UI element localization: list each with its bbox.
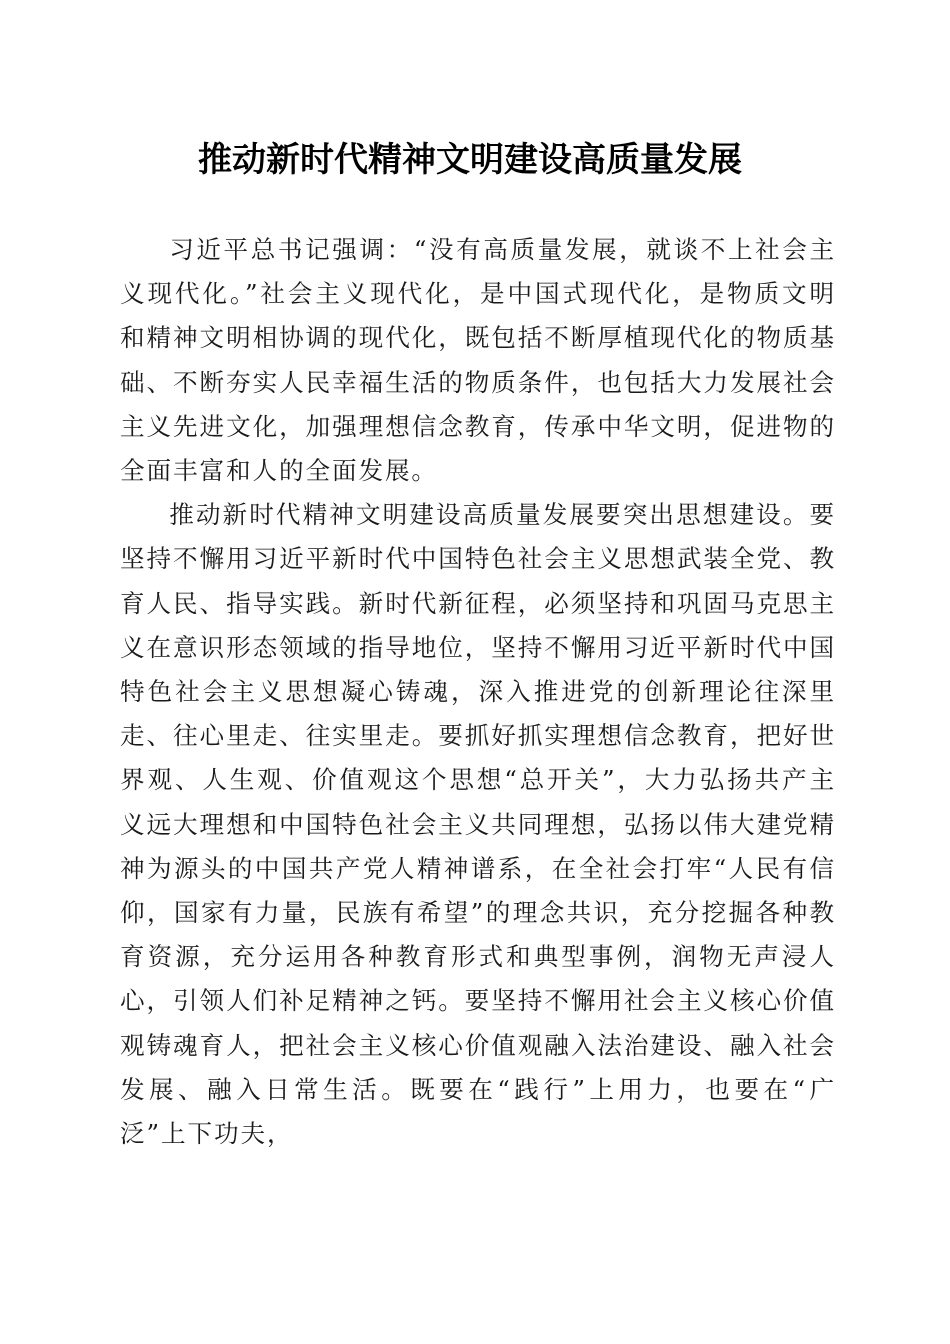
paragraph-2: 推动新时代精神文明建设高质量发展要突出思想建设。要坚持不懈用习近平新时代中国特色社会主义思想武装全党、教育人民、指导实践。新时代新征程，必须坚持和巩固马克思主义在意识形态领域的指导地位，坚持不懈用习近平新时代中国特色社会主义思想凝心铸魂，深入推进党的创新理论往深里走、往心里走、往实里走。要抓好抓实理想信念教育，把好世界观、人生观、价值观这个思想“总开关”，大力弘扬共产主义远大理想和中国特色社会主义共同理想，弘扬以伟大建党精神为源头的中国共产党人精神谱系，在全社会打牢“人民有信仰，国家有力量，民族有希望”的理念共识，充分挖掘各种教育资源，充分运用各种教育形式和典型事例，润物无声浸人心，引领人们补足精神之钙。要坚持不懈用社会主义核心价值观铸魂育人，把社会主义核心价值观融入法治建设、融入社会发展、融入日常生活。既要在“践行”上用力，也要在“广泛”上下功夫， xyxy=(120,500,836,1149)
paragraph-1: 习近平总书记强调：“没有高质量发展，就谈不上社会主义现代化。”社会主义现代化，是中国式现代化，是物质文明和精神文明相协调的现代化，既包括不断厚植现代化的物质基础、不断夯实人民幸福生活的物质条件，也包括大力发展社会主义先进文化，加强理想信念教育，传承中华文明，促进物的全面丰富和人的全面发展。 xyxy=(120,235,836,486)
document-title: 推动新时代精神文明建设高质量发展 xyxy=(198,140,742,180)
document-body xyxy=(120,228,836,1156)
